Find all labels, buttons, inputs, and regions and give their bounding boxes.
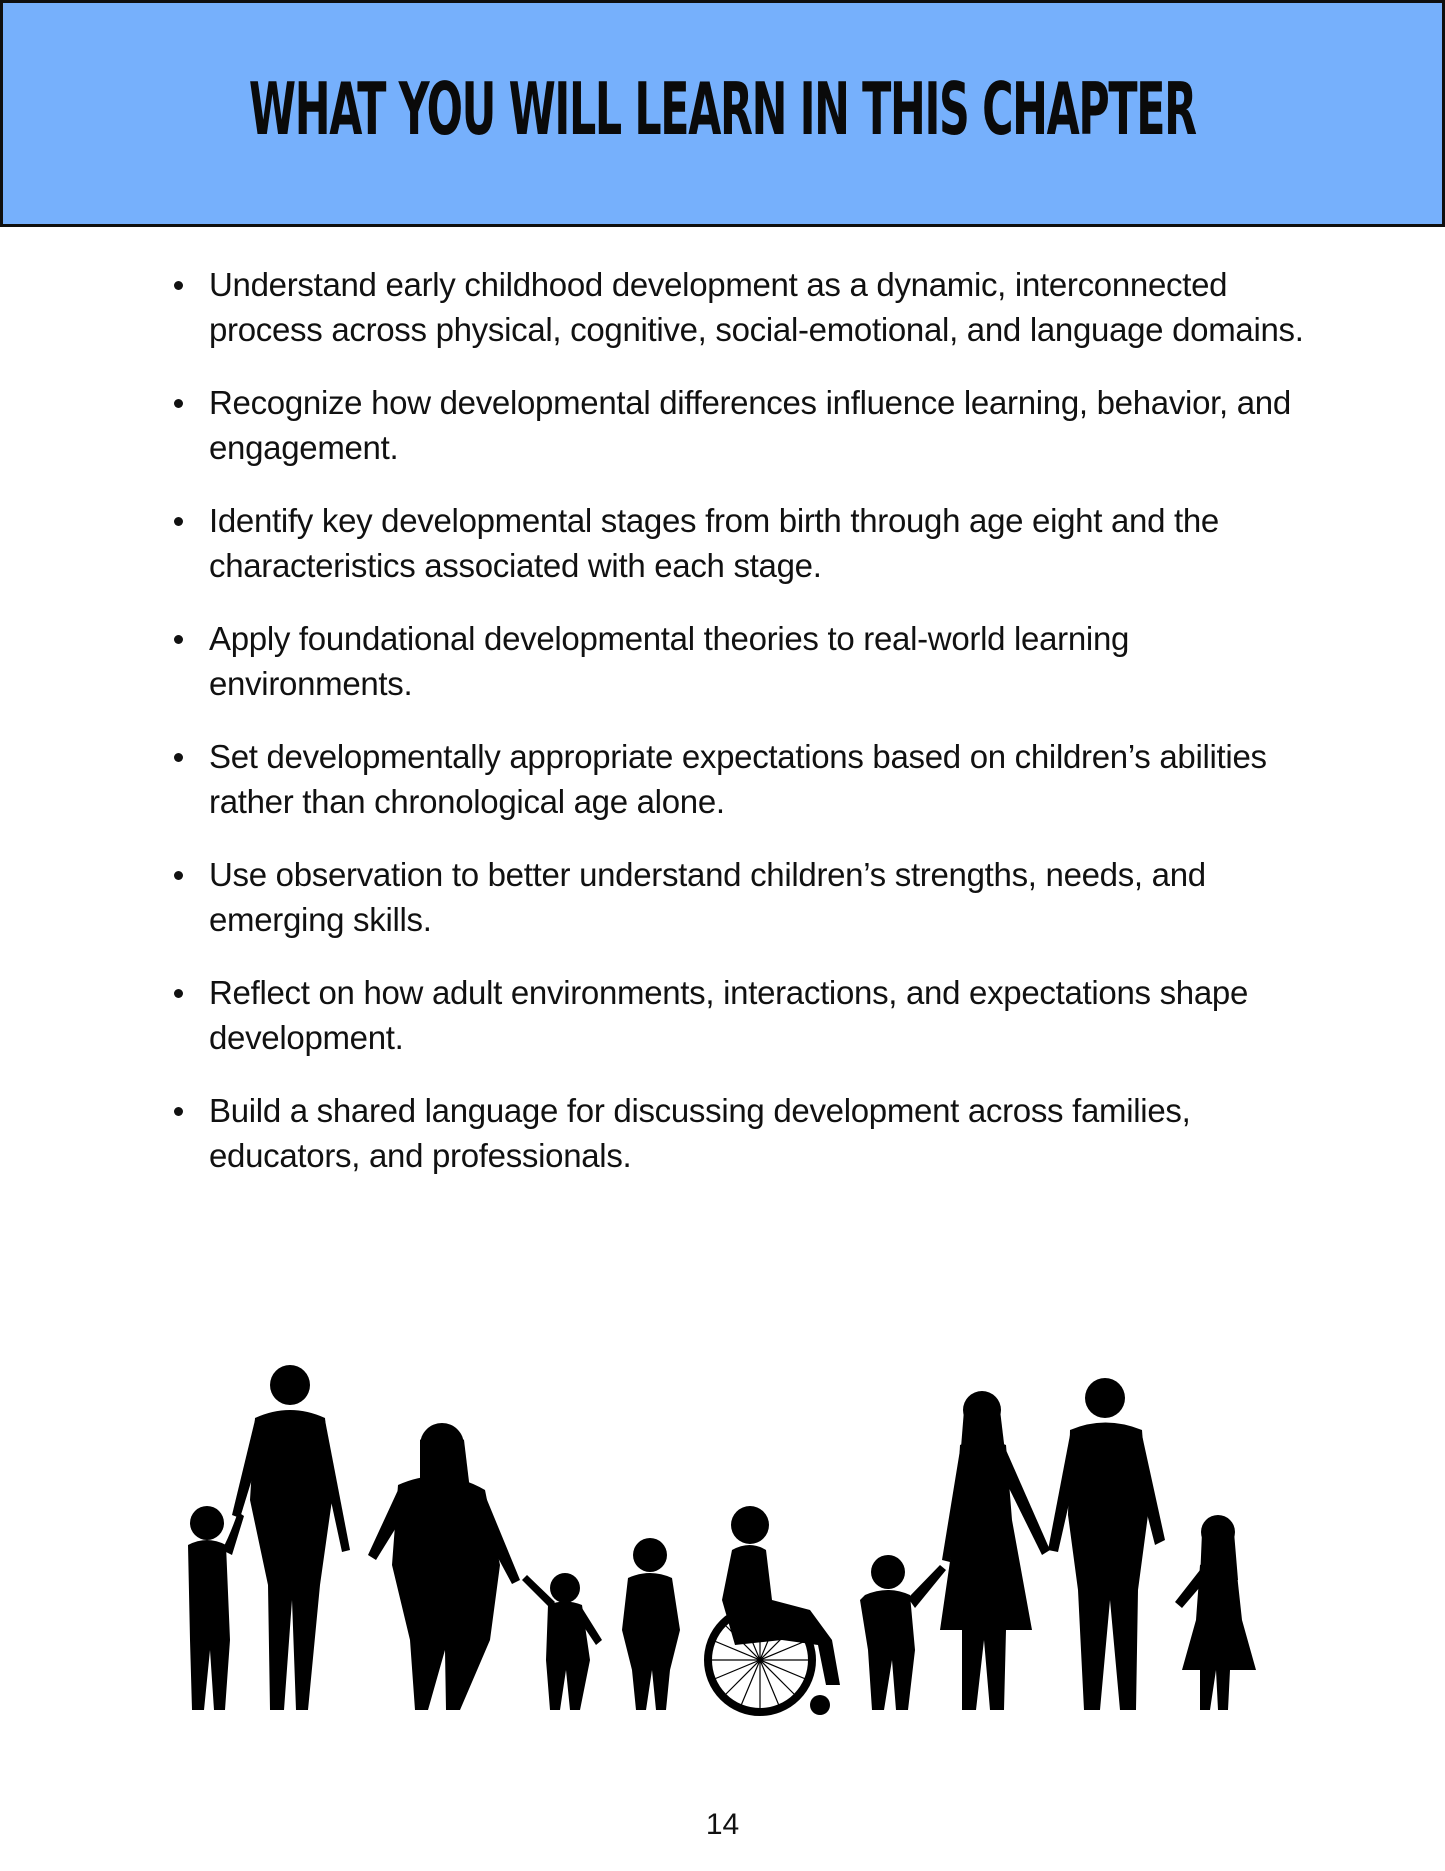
bullet-icon xyxy=(174,517,183,526)
family-silhouette-icon xyxy=(170,1340,1280,1740)
list-item xyxy=(172,734,1322,824)
chapter-header-banner xyxy=(0,0,1445,227)
bullet-icon xyxy=(174,281,183,290)
list-item xyxy=(172,498,1322,588)
list-item xyxy=(172,616,1322,706)
objective-text: Use observation to better understand children’s strengths, needs, and emerging skills. xyxy=(209,856,1206,938)
objective-text: Recognize how developmental differences influence learning, behavior, and engagement. xyxy=(209,384,1291,466)
page-number: 14 xyxy=(705,1808,740,1841)
bullet-icon xyxy=(174,871,183,880)
objective-text: Build a shared language for discussing development across families, educators, and professionals. xyxy=(209,1092,1191,1174)
list-item xyxy=(172,380,1322,470)
bullet-icon xyxy=(174,399,183,408)
bullet-icon xyxy=(174,753,183,762)
bullet-icon xyxy=(174,989,183,998)
objective-text: Apply foundational developmental theories to real-world learning environments. xyxy=(209,620,1130,702)
list-item xyxy=(172,262,1322,352)
learning-objectives-list xyxy=(172,262,1322,1206)
objective-text: Set developmentally appropriate expectations based on children’s abilities rather than chronological age alone. xyxy=(209,738,1267,820)
list-item xyxy=(172,1088,1322,1178)
list-item xyxy=(172,852,1322,942)
objective-text: Identify key developmental stages from birth through age eight and the characteristics associated with each stage. xyxy=(209,502,1219,584)
bullet-icon xyxy=(174,635,183,644)
chapter-header-title: WHAT YOU WILL LEARN IN THIS CHAPTER xyxy=(249,66,1196,151)
list-item xyxy=(172,970,1322,1060)
objective-text: Understand early childhood development as a dynamic, interconnected process across physical, cognitive, social-emotional, and language domains. xyxy=(209,266,1304,348)
objective-text: Reflect on how adult environments, interactions, and expectations shape development. xyxy=(209,974,1249,1056)
bullet-icon xyxy=(174,1107,183,1116)
